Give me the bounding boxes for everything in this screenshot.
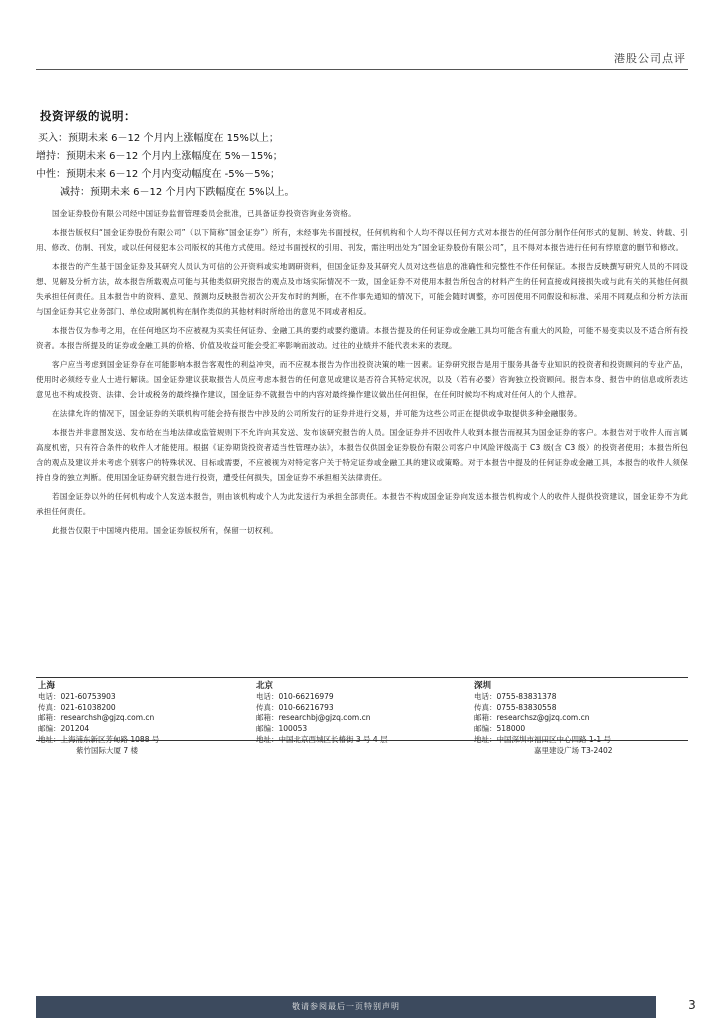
contact-phone: 电话：010-66216979	[256, 691, 334, 701]
rating-neutral: 中性：预期未来 6－12 个月内变动幅度在 -5%－5%；	[36, 169, 280, 180]
rating-buy: 买入：预期未来 6－12 个月内上涨幅度在 15%以上；	[38, 133, 279, 144]
city-name: 北京	[256, 681, 274, 691]
footer-bar	[36, 996, 656, 1018]
contact-email: 邮箱：researchsz@gjzq.com.cn	[474, 713, 590, 723]
contact-shanghai	[38, 681, 159, 757]
contact-email: 邮箱：researchsh@gjzq.com.cn	[38, 713, 155, 723]
city-name: 深圳	[474, 681, 492, 691]
header-divider	[36, 69, 688, 70]
contact-fax: 传真：010-66216793	[256, 702, 334, 712]
contact-postcode: 邮编：201204	[38, 724, 90, 734]
paragraph-qualification: 国金证券股份有限公司经中国证券监督管理委员会批准，已具备证券投资咨询业务资格。	[52, 209, 356, 218]
contact-block	[36, 677, 688, 755]
section-title: 投资评级的说明：	[40, 109, 136, 123]
contact-address-line2: 嘉里建设广场 T3-2402	[534, 745, 613, 755]
contact-phone: 电话：0755-83831378	[474, 691, 557, 701]
header-title: 港股公司点评	[614, 52, 686, 65]
paragraph-basis: 本报告的产生基于国金证券及其研究人员认为可信的公开资料或实地调研资料，但国金证券及其研究人员对这些信息的准确性和完整性不作任何保证。本报告反映撰写研究人员的不同设想、见解及分析方法，故本报告所载观点可能与其他类似研究报告的观点及市场实际情况不一致，国金证券不对使用本报告所包含的材料产生的任何直接或间接损失或与此有关的其他任何损失承担任何责任。且本报告中的资料、意见、预测均反映报告初次公开发布时的判断，在不作事先通知的情况下，可能会随时调整，亦可因使用不同假设和标准、采用不同观点和分析方法而与国金证券其它业务部门、单位或附属机构在制作类似的其他材料时所给出的意见不同或者相反。	[36, 262, 688, 316]
paragraph-reference: 本报告仅为参考之用，在任何地区均不应被视为买卖任何证券、金融工具的要约或要约邀请。本报告提及的任何证券或金融工具均可能含有重大的风险，可能不易变卖以及不适合所有投资者。本报告所提及的证券或金融工具的价格、价值及收益可能会受汇率影响而波动。过往的业绩并不能代表未来的表现。	[36, 326, 688, 350]
paragraph-third-party: 若国金证券以外的任何机构或个人发送本报告，则由该机构或个人为此发送行为承担全部责任。本报告不构成国金证券向发送本报告机构或个人的收件人提供投资建议，国金证券不为此承担任何责任。	[36, 492, 688, 516]
paragraph-conflict: 客户应当考虑到国金证券存在可能影响本报告客观性的利益冲突，而不应视本报告为作出投资决策的唯一因素。证券研究报告是用于服务具备专业知识的投资者和投资顾问的专业产品，使用时必须经专业人士进行解读。国金证券建议获取报告人员应考虑本报告的任何意见或建议是否符合其特定状况，以及（若有必要）咨询独立投资顾问。报告本身、报告中的信息或所表达意见也不构成投资、法律、会计或税务的最终操作建议，国金证券不就报告中的内容对最终操作建议做出任何担保，在任何时候均不构成对任何人的个人推荐。	[36, 360, 688, 399]
contact-address: 地址：上海浦东新区芳甸路 1088 号	[38, 734, 160, 744]
rating-overweight: 增持：预期未来 6－12 个月内上涨幅度在 5%－15%；	[36, 151, 283, 162]
paragraph-rights: 此报告仅限于中国境内使用。国金证券版权所有，保留一切权利。	[52, 526, 279, 535]
contact-shenzhen	[474, 681, 613, 757]
contact-address: 地址：中国深圳市福田区中心四路 1-1 号	[474, 734, 612, 744]
contact-beijing	[256, 681, 388, 746]
page-number: 3	[688, 998, 696, 1012]
city-name: 上海	[38, 681, 56, 691]
contact-address: 地址：中国北京西城区长椿街 3 号 4 层	[256, 734, 388, 744]
disclaimer-content	[36, 100, 688, 538]
page-header	[36, 44, 688, 70]
contact-postcode: 邮编：518000	[474, 724, 526, 734]
contact-phone: 电话：021-60753903	[38, 691, 116, 701]
contact-postcode: 邮编：100053	[256, 724, 308, 734]
footer-note: 敬请参阅最后一页特别声明	[292, 1002, 400, 1011]
contact-email: 邮箱：researchbj@gjzq.com.cn	[256, 713, 371, 723]
paragraph-copyright: 本报告版权归“国金证券股份有限公司”（以下简称“国金证券”）所有，未经事先书面授权，任何机构和个人均不得以任何方式对本报告的任何部分制作任何形式的复制、转发、转载、引用、修改、仿制、刊发，或以任何侵犯本公司版权的其他方式使用。经过书面授权的引用、刊发，需注明出处为“国金证券股份有限公司”，且不得对本报告进行任何有悖原意的删节和修改。	[36, 228, 688, 252]
paragraph-distribution: 本报告并非意图发送、发布给在当地法律或监管规则下不允许向其发送、发布该研究报告的人员。国金证券并不因收件人收到本报告而视其为国金证券的客户。本报告对于收件人而言属高度机密，只有符合条件的收件人才能使用。根据《证券期货投资者适当性管理办法》，本报告仅供国金证券股份有限公司客户中风险评级高于 C3 级(含 C3 级）的投资者使用；本报告所包含的观点及建议并未考虑个别客户的特殊状况、目标或需要，不应被视为对特定客户关于特定证券或金融工具的建议或策略。对于本报告中提及的任何证券或金融工具，本报告的收件人须保持自身的独立判断。使用国金证券研究报告进行投资，遭受任何损失，国金证券不承担相关法律责任。	[36, 428, 688, 482]
paragraph-affiliates: 在法律允许的情况下，国金证券的关联机构可能会持有报告中涉及的公司所发行的证券并进行交易，并可能为这些公司正在提供或争取提供多种金融服务。	[52, 409, 582, 418]
contact-fax: 传真：0755-83830558	[474, 702, 557, 712]
rating-underweight: 减持：预期未来 6－12 个月内下跌幅度在 5%以上。	[60, 187, 295, 198]
contact-address-line2: 紫竹国际大厦 7 楼	[76, 745, 139, 755]
contact-fax: 传真：021-61038200	[38, 702, 116, 712]
